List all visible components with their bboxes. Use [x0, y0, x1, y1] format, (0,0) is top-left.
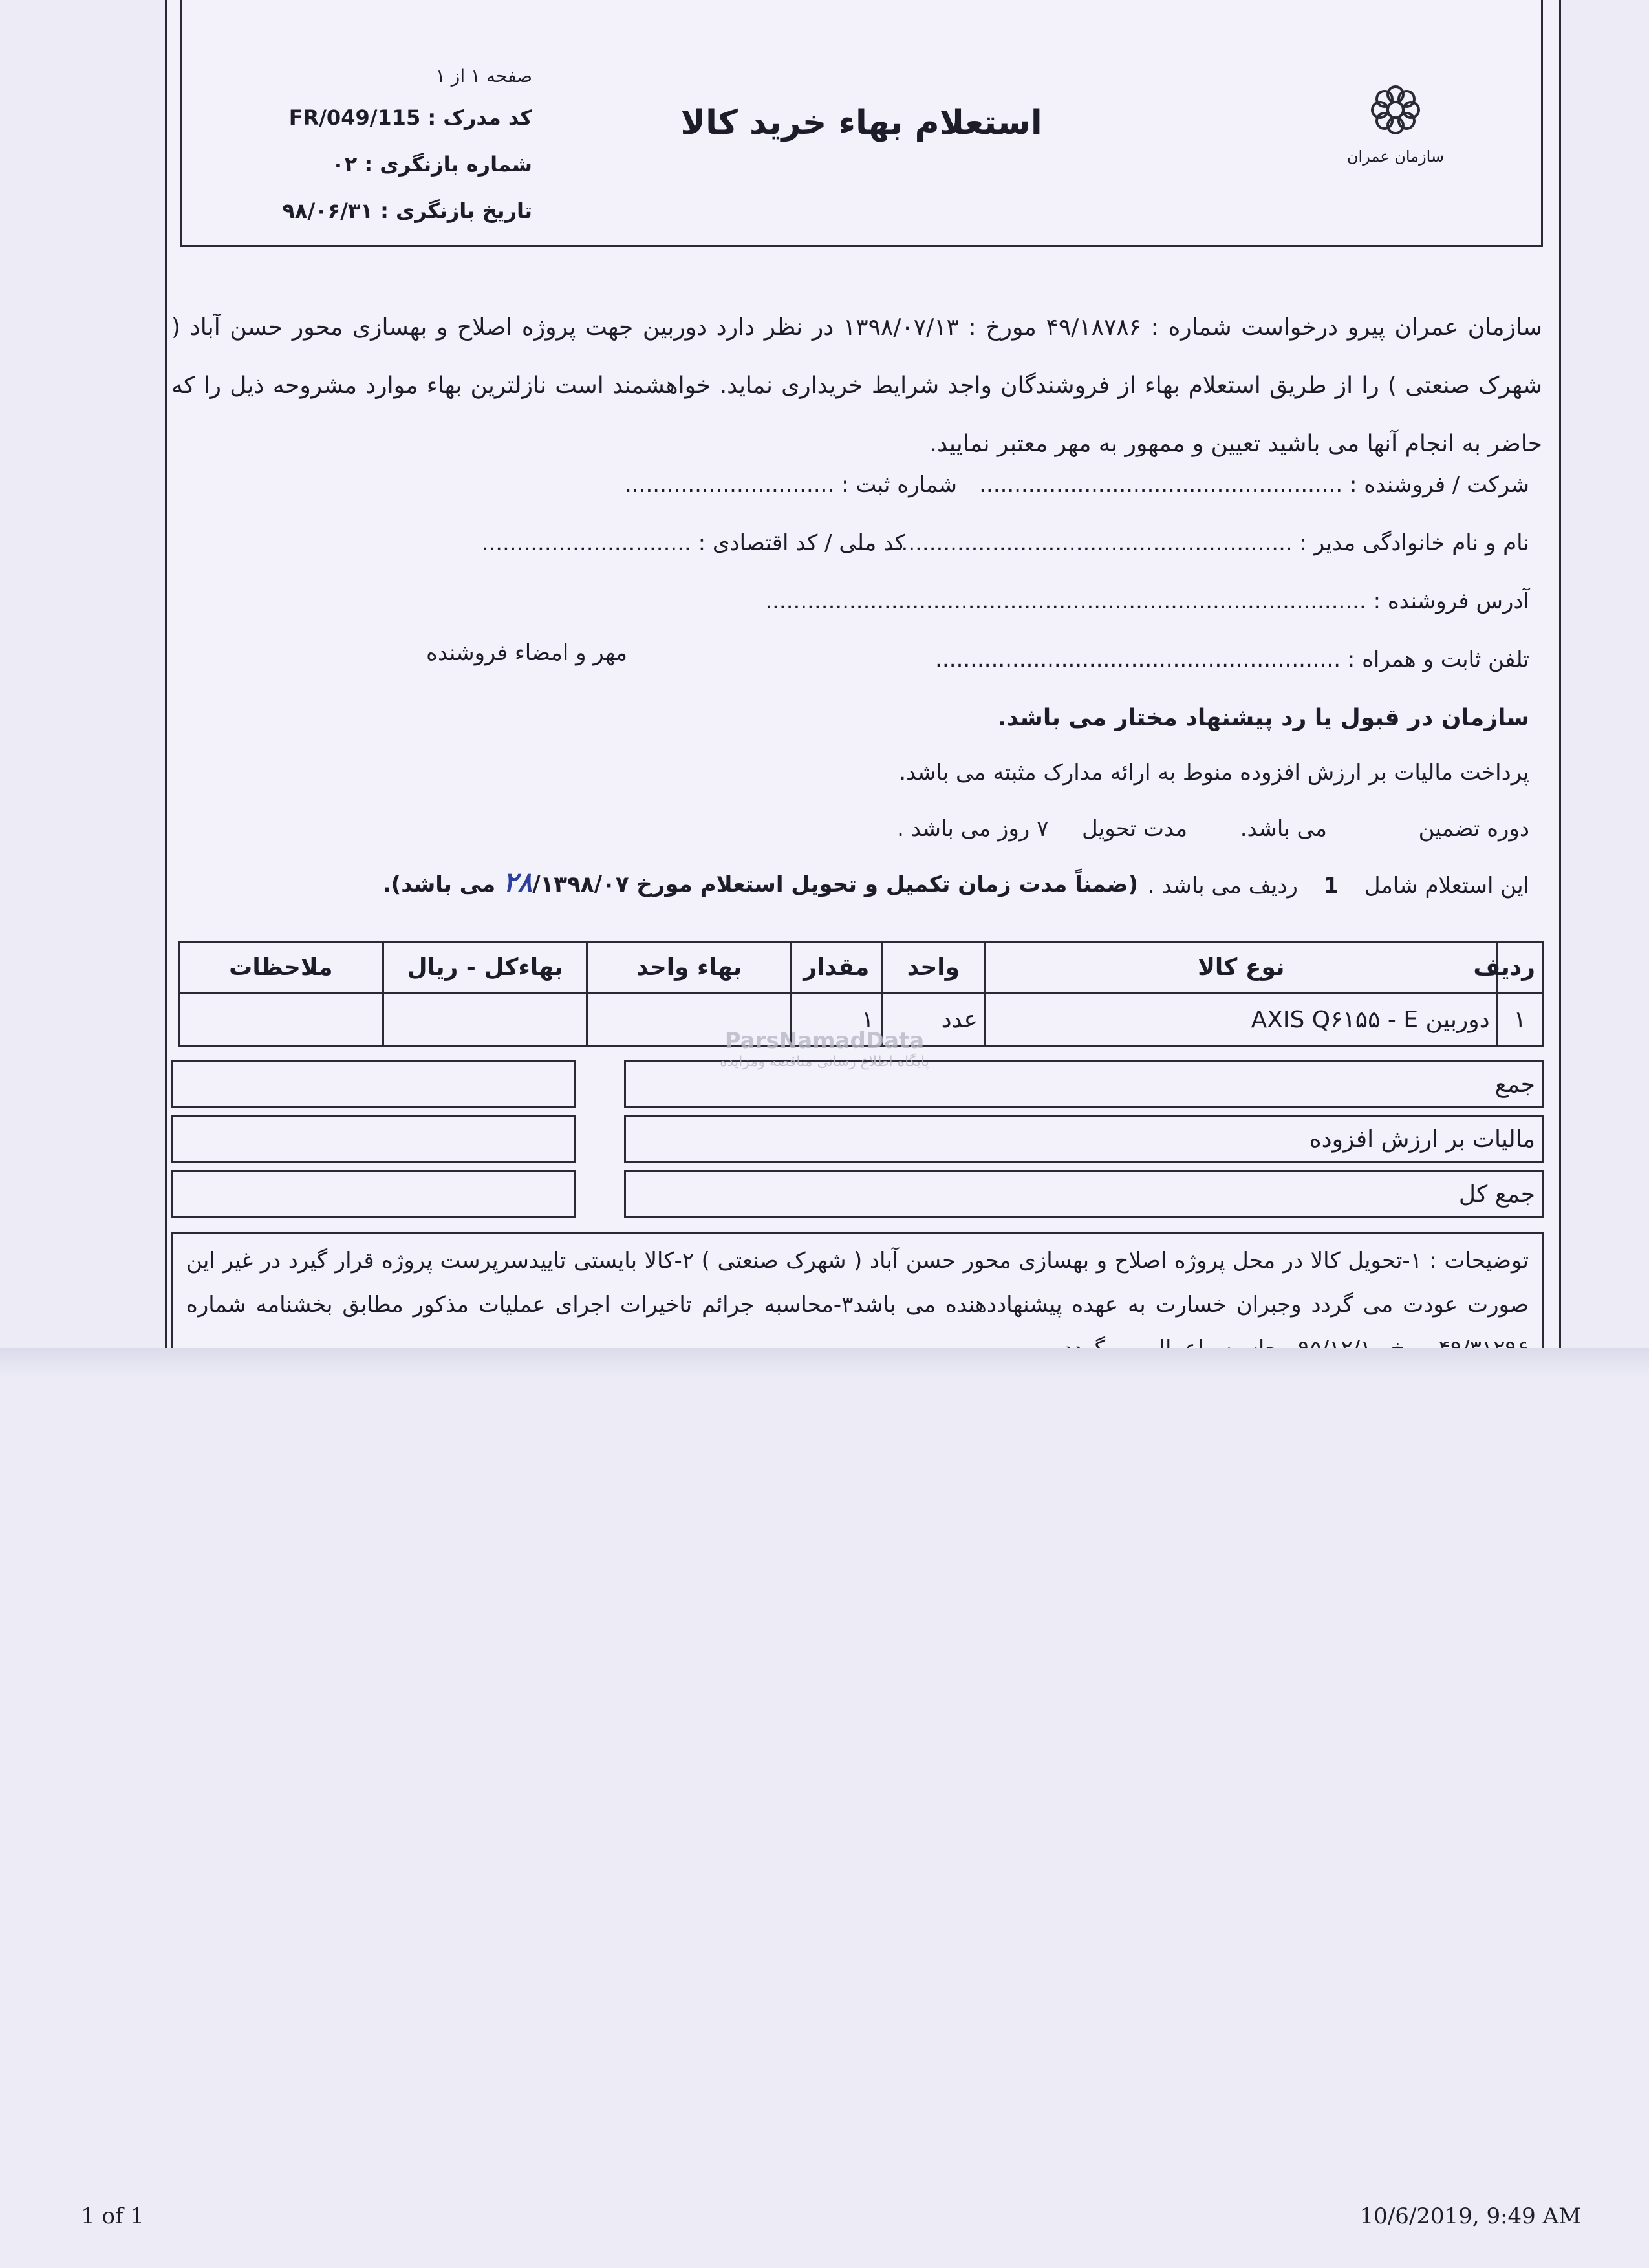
sum-value[interactable]	[171, 1060, 576, 1108]
delivery-label: مدت تحویل	[1082, 816, 1188, 842]
footer-timestamp: 10/6/2019, 9:49 AM	[1359, 2203, 1581, 2229]
revision-number: شماره بازنگری : ۰۲	[332, 152, 532, 177]
revision-date: تاریخ بازنگری : ۹۸/۰۶/۳۱	[282, 198, 532, 223]
phone-field: تلفن ثابت و همراه : ..........................................................	[935, 647, 1529, 672]
vat-row	[171, 1115, 1544, 1166]
document-code: کد مدرک : FR/049/115	[288, 105, 532, 130]
table-header-row	[179, 942, 1543, 993]
deadline-date: /۱۳۹۸/۰۷	[532, 872, 629, 897]
cell-remarks[interactable]	[179, 993, 383, 1047]
manager-field: نام و نام خانوادگی مدیر : ..........................................................	[887, 530, 1529, 556]
warranty-delivery-term	[897, 816, 1529, 842]
column-header-quantity: مقدار	[791, 942, 881, 993]
cell-total-price[interactable]	[383, 993, 587, 1047]
vat-label: مالیات بر ارزش افزوده	[624, 1115, 1544, 1163]
deadline-handwritten-day: ۲۸	[502, 866, 533, 898]
seller-stamp-label: مهر و امضاء فروشنده	[426, 640, 627, 666]
company-field: شرکت / فروشنده : ....................................................	[979, 472, 1529, 498]
vat-value[interactable]	[171, 1115, 576, 1163]
grand-total-label: جمع کل	[624, 1170, 1544, 1218]
intro-paragraph: سازمان عمران پیرو درخواست شماره : ۴۹/۱۸۷۸۶ مورخ : ۱۳۹۸/۰۷/۱۳ در نظر دارد دوربین جهت پروژه اصلاح و بهسازی محور حسن آباد ( شهرک صنعتی ) را از طریق استعلام بهاء از فروشندگان واجد شرایط خریداری نماید. خواهشمند است نازلترین بهاء موارد مشروحه ذیل را که حاضر به انجام آنها می باشید تعیین و ممهور به مهر معتبر نمایید.	[171, 314, 1542, 457]
document-header	[180, 0, 1543, 247]
column-header-unit: واحد	[881, 942, 985, 993]
watermark-subtitle: پایگاه اطلاع رسانی مناقصه ومزایده	[720, 1054, 929, 1070]
cell-quantity: ۱	[791, 993, 881, 1047]
warranty-label: دوره تضمین	[1418, 816, 1529, 842]
grand-total-row	[171, 1170, 1544, 1221]
delivery-suffix: روز می باشد .	[897, 816, 1030, 842]
acceptance-term: سازمان در قبول یا رد پیشنهاد مختار می باشد.	[997, 705, 1529, 731]
column-header-unit-price: بهاء واحد	[587, 942, 792, 993]
notes-box: توضیحات : ۱-تحویل کالا در محل پروژه اصلاح و بهسازی محور حسن آباد ( شهرک صنعتی ) ۲-کالا بایستی تاییدسرپرست پروژه قرار گیرد در غیر این صورت عودت می گردد وجبران خسارت به عهده پیشنهاددهنده می باشد۳-محاسبه جرائم تاخیرات اجرای عملیات مذکور مطابق بخشنامه شماره	[171, 1232, 1544, 1377]
cell-unit: عدد	[881, 993, 985, 1047]
deadline-prefix: (ضمناً مدت زمان تکمیل و تحویل استعلام مورخ	[636, 872, 1138, 897]
deadline-term	[383, 866, 1138, 898]
rows-count-term	[1148, 873, 1529, 899]
column-header-total-price: بهاءکل - ریال	[383, 942, 587, 993]
warranty-suffix: می باشد.	[1240, 816, 1328, 842]
watermark	[695, 1028, 954, 1070]
column-header-row-number: ردیف	[1497, 942, 1542, 993]
grand-total-value[interactable]	[171, 1170, 576, 1218]
document-meta	[261, 58, 532, 234]
registration-field: شماره ثبت : ..............................	[625, 472, 957, 498]
deadline-suffix: می باشد).	[382, 872, 496, 897]
watermark-name: ParsNamadData	[724, 1028, 925, 1054]
rows-prefix: این استعلام شامل	[1364, 873, 1529, 899]
national-code-field: کد ملی / کد اقتصادی : ..............................	[481, 530, 905, 556]
document-title: استعلام بهاء خرید کالا	[680, 103, 1042, 142]
footer-page-count: 1 of 1	[81, 2203, 144, 2229]
cell-item-type: دوربین AXIS Q۶۱۵۵ - E	[986, 993, 1498, 1047]
paper-fold	[0, 1348, 1649, 1377]
cell-row-number: ۱	[1497, 993, 1542, 1047]
delivery-days: ۷	[1037, 816, 1049, 842]
column-header-remarks: ملاحظات	[179, 942, 383, 993]
address-field: آدرس فروشنده : ......................................................................................	[765, 588, 1529, 614]
rows-count: 1	[1323, 873, 1339, 899]
page-indicator: صفحه ۱ از ۱	[435, 65, 532, 87]
vat-term: پرداخت مالیات بر ارزش افزوده منوط به ارائه مدارک مثبته می باشد.	[899, 760, 1529, 786]
rows-suffix: ردیف می باشد .	[1147, 873, 1298, 899]
organization-name: سازمان عمران	[1346, 147, 1445, 166]
column-header-item-type: نوع کالا	[986, 942, 1498, 993]
sum-label: جمع	[624, 1060, 1544, 1108]
